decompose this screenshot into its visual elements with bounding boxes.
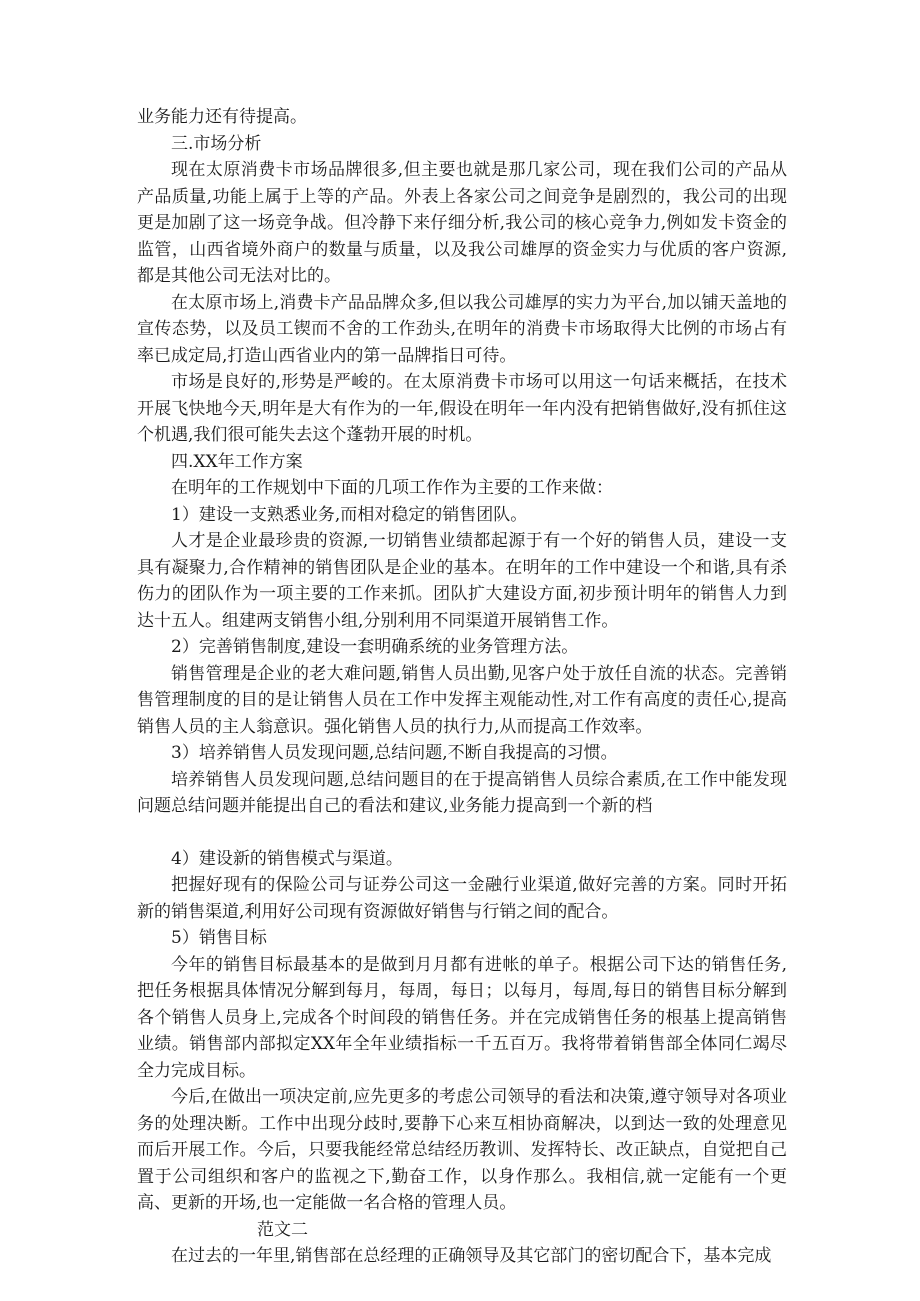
document-body <box>137 104 787 1270</box>
paragraph: 把握好现有的保险公司与证券公司这一金融行业渠道,做好完善的方案。同时开拓新的销售渠道,利用好公司现有资源做好销售与行销之间的配合。 <box>137 875 787 922</box>
section-heading-market-analysis: 三.市场分析 <box>171 133 262 154</box>
paragraph: 现在太原消费卡市场品牌很多,但主要也就是那几家公司，现在我们公司的产品从产品质量,功能上属于上等的产品。外表上各家公司之间竞争是剧烈的，我公司的出现更是加剧了这一场竞争战。但冷静下来仔细分析,我公司的核心竞争力,例如发卡资金的监管，山西省境外商户的数量与质量，以及我公司雄厚的资金实力与优质的客户资源,都是其他公司无法对比的。 <box>137 160 787 286</box>
sample-heading: 范文二 <box>257 1219 308 1240</box>
list-item-heading: 3）培养销售人员发现问题,总结问题,不断自我提高的习惯。 <box>171 743 618 763</box>
paragraph: 人才是企业最珍贵的资源,一切销售业绩都起源于有一个好的销售人员，建设一支具有凝聚力,合作精神的销售团队是企业的基本。在明年的工作中建设一个和谐,具有杀伤力的团队作为一项主要的工作来抓。团队扩大建设方面,初步预计明年的销售人力到达十五人。组建两支销售小组,分别利用不同渠道开展销售工作。 <box>137 531 787 631</box>
list-item-heading: 5）销售目标 <box>171 928 267 948</box>
paragraph: 培养销售人员发现问题,总结问题目的在于提高销售人员综合素质,在工作中能发现问题总结问题并能提出自己的看法和建议,业务能力提高到一个新的档 <box>137 769 787 816</box>
list-item-heading: 2）完善销售制度,建设一套明确系统的业务管理方法。 <box>171 637 579 657</box>
blank-line <box>137 820 787 846</box>
list-item-heading: 1）建设一支熟悉业务,而相对稳定的销售团队。 <box>171 504 528 525</box>
paragraph: 今年的销售目标最基本的是做到月月都有进帐的单子。根据公司下达的销售任务,把任务根据具体情况分解到每月，每周，每日；以每月，每周,每日的销售目标分解到各个销售人员身上,完成各个时间段的销售任务。并在完成销售任务的根基上提高销售业绩。销售部内部拟定XX年全年业绩指标一千五百万。我将带着销售部全体同仁竭尽全力完成目标。 <box>137 954 787 1081</box>
paragraph: 市场是良好的,形势是严峻的。在太原消费卡市场可以用这一句话来概括，在技术开展飞快地今天,明年是大有作为的一年,假设在明年一年内没有把销售做好,没有抓住这个机遇,我们很可能失去这个蓬勃开展的时机。 <box>137 372 787 445</box>
paragraph: 在过去的一年里,销售部在总经理的正确领导及其它部门的密切配合下，基本完成 <box>171 1246 772 1266</box>
section-heading-work-plan: 四.XX年工作方案 <box>171 451 303 472</box>
paragraph-continuation: 业务能力还有待提高。 <box>137 107 307 127</box>
paragraph: 销售管理是企业的老大难问题,销售人员出勤,见客户处于放任自流的状态。完善销售管理制度的目的是让销售人员在工作中发挥主观能动性,对工作有高度的责任心,提高销售人员的主人翁意识。强化销售人员的执行力,从而提高工作效率。 <box>137 663 787 737</box>
list-item-heading: 4）建设新的销售模式与渠道。 <box>171 848 403 869</box>
paragraph: 在太原市场上,消费卡产品品牌众多,但以我公司雄厚的实力为平台,加以铺天盖地的宣传态势，以及员工锲而不舍的工作劲头,在明年的消费卡市场取得大比例的市场占有率已成定局,打造山西省业内的第一品牌指日可待。 <box>137 292 787 366</box>
paragraph: 在明年的工作规划中下面的几项工作作为主要的工作来做： <box>171 478 613 498</box>
paragraph: 今后,在做出一项决定前,应先更多的考虑公司领导的看法和决策,遵守领导对各项业务的处理决断。工作中出现分歧时,要静下心来互相协商解决，以到达一致的处理意见而后开展工作。今后，只要我能经常总结经历教训、发挥特长、改正缺点，自觉把自己置于公司组织和客户的监视之下,勤奋工作，以身作那么。我相信,就一定能有一个更高、更新的开场,也一定能做一名合格的管理人员。 <box>137 1087 787 1213</box>
